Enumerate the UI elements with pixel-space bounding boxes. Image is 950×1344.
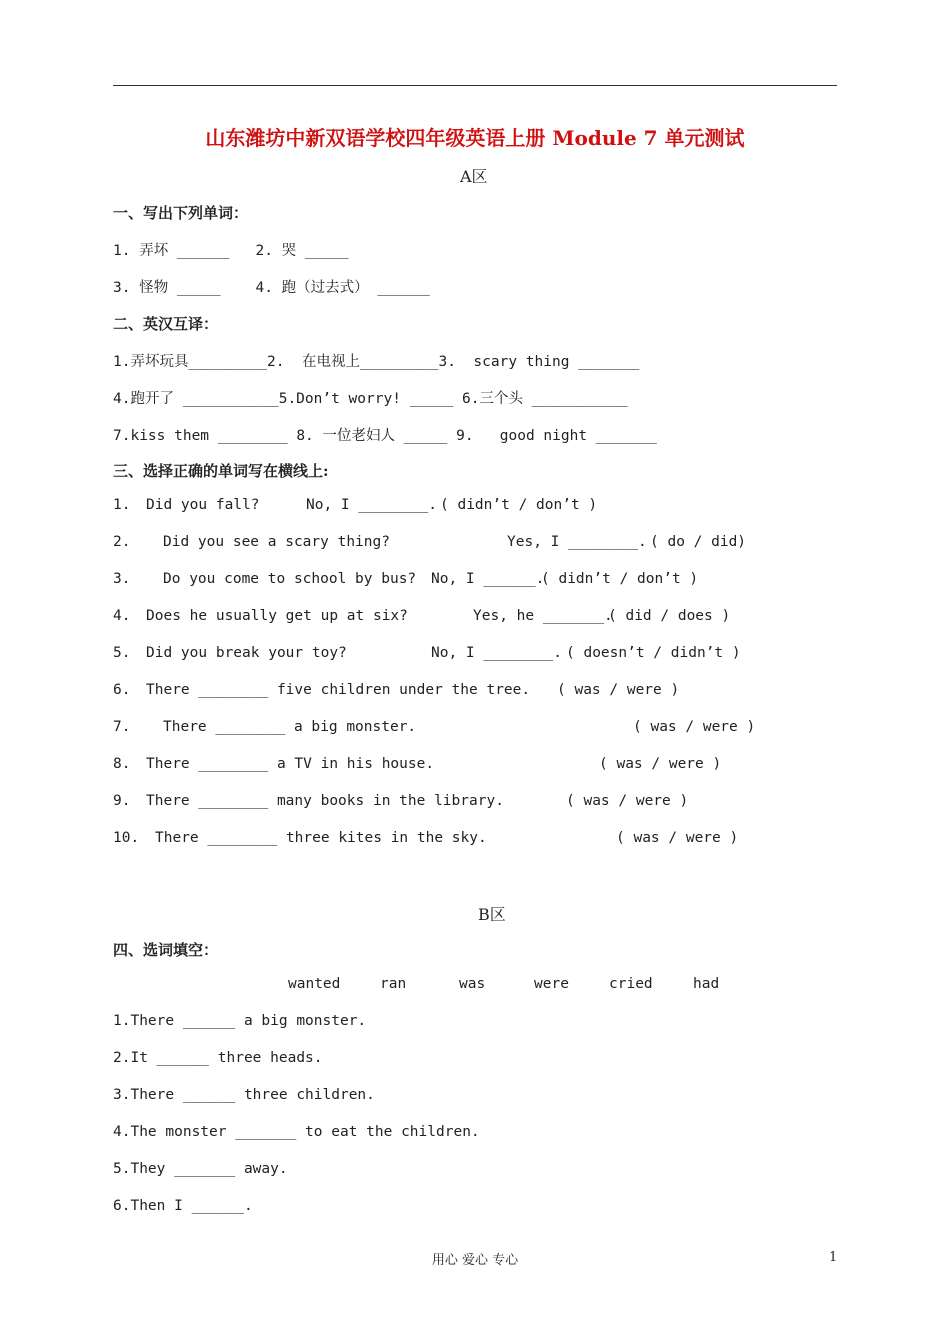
question-number: 9. (113, 793, 131, 809)
question-text: Does he usually get up at six? (146, 608, 408, 624)
answer-options: ( do / did) (650, 534, 747, 550)
question-text: There ________ a TV in his house. (146, 756, 435, 772)
section2-line: 1.弄坏玩具_________2. 在电视上_________3. scary thing _______ (113, 354, 640, 370)
question-number: 6. (113, 682, 131, 698)
answer-text: Yes, he _______. (473, 608, 613, 624)
section3-heading: 三、选择正确的单词写在横线上: (113, 462, 329, 480)
section1-heading: 一、写出下列单词： (113, 204, 249, 222)
section4-heading: 四、选词填空： (113, 941, 219, 959)
answer-options: ( didn’t / don’t ) (440, 497, 598, 513)
page-number: 1 (829, 1250, 838, 1265)
answer-options: ( didn’t / don’t ) (541, 571, 699, 587)
answer-options: ( did / does ) (608, 608, 731, 624)
question-number: 1. (113, 497, 131, 513)
section1-line: 1. 弄坏 ______ 2. 哭 _____ (113, 243, 349, 259)
question-text: There ________ a big monster. (163, 719, 417, 735)
question-text: There ________ five children under the tree. (146, 682, 531, 698)
word-bank-item: ran (380, 976, 407, 992)
fill-line: 4.The monster _______ to eat the children. (113, 1124, 480, 1140)
question-number: 5. (113, 645, 131, 661)
word-bank-item: was (459, 976, 486, 992)
zone-b-label: B区 (478, 905, 506, 924)
answer-options: ( was / were ) (633, 719, 756, 735)
answer-options: ( was / were ) (599, 756, 722, 772)
fill-line: 3.There ______ three children. (113, 1087, 375, 1103)
question-text: Did you see a scary thing? (163, 534, 390, 550)
question-number: 3. (113, 571, 131, 587)
section2-heading: 二、英汉互译： (113, 315, 219, 333)
question-number: 2. (113, 534, 131, 550)
question-number: 8. (113, 756, 131, 772)
answer-text: No, I ________. (431, 645, 562, 661)
header-rule (113, 85, 837, 86)
answer-text: Yes, I ________. (507, 534, 647, 550)
question-text: Did you break your toy? (146, 645, 347, 661)
zone-a-label: A区 (460, 167, 488, 186)
answer-options: ( was / were ) (566, 793, 689, 809)
fill-line: 6.Then I ______. (113, 1198, 253, 1214)
fill-line: 5.They _______ away. (113, 1161, 288, 1177)
word-bank-item: cried (609, 976, 653, 992)
section1-line: 3. 怪物 _____ 4. 跑（过去式） ______ (113, 280, 430, 296)
question-text: Did you fall? (146, 497, 260, 513)
question-number: 10. (113, 830, 140, 846)
word-bank (288, 976, 719, 992)
question-text: There ________ three kites in the sky. (155, 830, 487, 846)
page-title: 山东潍坊中新双语学校四年级英语上册 Module 7 单元测试 (205, 126, 745, 150)
answer-text: No, I ________. (306, 497, 437, 513)
word-bank-item: were (534, 976, 569, 992)
word-bank-item: had (693, 976, 720, 992)
word-bank-item: wanted (288, 976, 341, 992)
section2-line: 4.跑开了 ___________5.Don’t worry! _____ 6.三个头 ___________ (113, 391, 628, 407)
page-footer: 用心 爱心 专心 (431, 1253, 519, 1268)
fill-line: 1.There ______ a big monster. (113, 1013, 367, 1029)
question-number: 4. (113, 608, 131, 624)
answer-text: No, I ______. (431, 571, 545, 587)
question-text: Do you come to school by bus? (163, 571, 417, 587)
question-text: There ________ many books in the library. (146, 793, 504, 809)
answer-options: ( doesn’t / didn’t ) (566, 645, 741, 661)
question-number: 7. (113, 719, 131, 735)
fill-line: 2.It ______ three heads. (113, 1050, 323, 1066)
answer-options: ( was / were ) (616, 830, 739, 846)
answer-options: ( was / were ) (557, 682, 680, 698)
section2-line: 7.kiss them ________ 8. 一位老妇人 _____ 9. good night _______ (113, 428, 657, 444)
